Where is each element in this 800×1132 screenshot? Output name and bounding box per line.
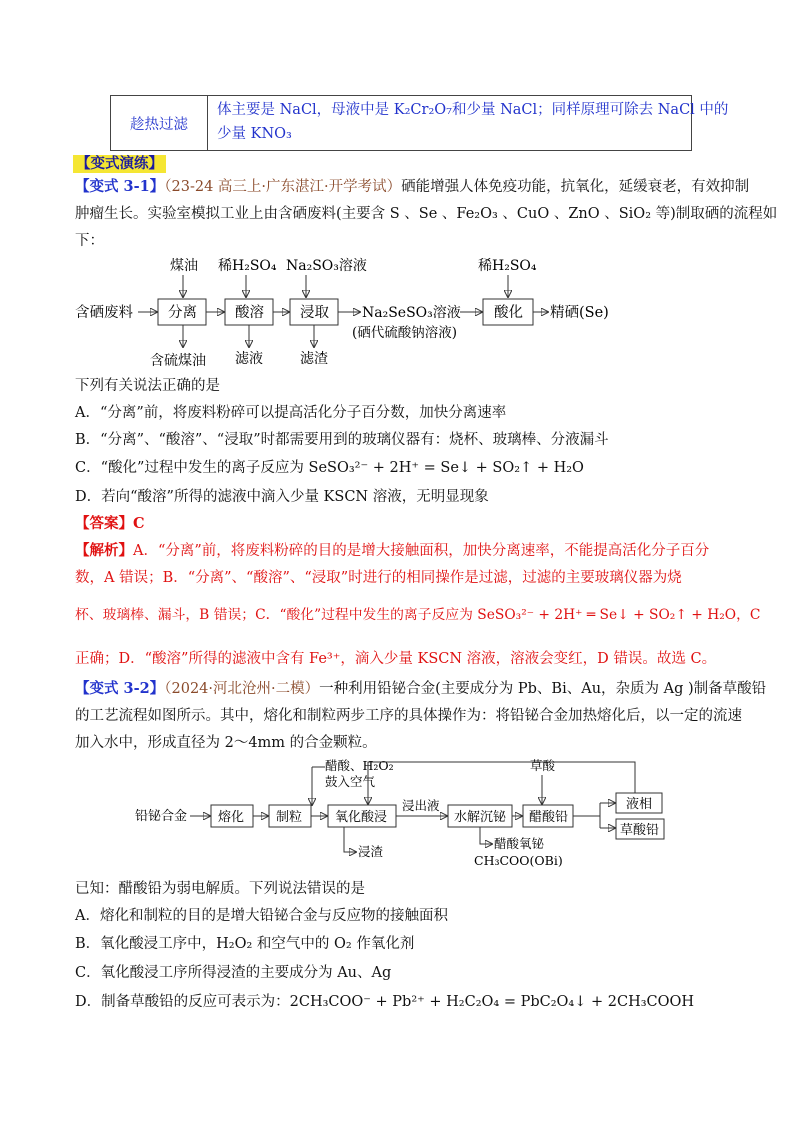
q1-option-d: D．若向“酸溶”所得的滤液中滴入少量 KSCN 溶液，无明显现象 [75, 489, 489, 505]
q2-flow-leach: 浸出液 [402, 798, 440, 813]
q2-flow-reagent-3: 草酸 [530, 758, 556, 773]
q2-stem-line-1: 【变式 3-2】（2024·河北沧州·二模）一种利用铅铋合金(主要成分为 Pb、Bi、Au，杂质为 Ag )制备草酸铅 [75, 680, 767, 697]
q1-flow-input-1: 煤油 [170, 258, 198, 274]
section-badge: 【变式演练】 [73, 152, 166, 173]
svg-text:熔化: 熔化 [218, 810, 245, 825]
q2-known: 已知：醋酸铅为弱电解质。下列说法错误的是 [75, 881, 365, 897]
q2-tag: 【变式 3-2】 [75, 680, 165, 697]
q1-analysis-line-2: 数，A 错误；B．“分离”、“酸溶”、“浸取”时进行的相同操作是过滤，过滤的主要玻璃仪器为烧 [75, 570, 682, 586]
q1-answer: 【答案】C [75, 515, 145, 532]
q2-option-b: B．氧化酸浸工序中，H₂O₂ 和空气中的 O₂ 作氧化剂 [75, 936, 415, 952]
q1-analysis-line-1: 【解析】A．“分离”前，将废料粉碎的目的是增大接触面积，加快分离速率，不能提高活化分子百分 [75, 542, 710, 559]
q1-analysis-line-4: 正确；D．“酸溶”所得的滤液中含有 Fe³⁺，滴入少量 KSCN 溶液，溶液会变红，D 错误。故选 C。 [75, 651, 717, 667]
q2-flow-diagram [130, 757, 690, 875]
q1-stem-line-2: 肿瘤生长。实验室模拟工业上由含硒废料(主要含 S 、Se 、Fe₂O₃ 、CuO 、ZnO 、SiO₂ 等)制取硒的流程如 [75, 206, 778, 222]
q1-flow-out-3: 滤渣 [300, 351, 328, 367]
q1-flow-diagram [60, 255, 680, 370]
svg-text:液相: 液相 [626, 797, 653, 812]
q1-flow-mid: Na₂SeSO₃溶液 [362, 305, 461, 321]
q1-source: （23-24 高三上·广东湛江·开学考试） [164, 179, 402, 195]
q2-flow-reagent-2: 鼓入空气 [325, 774, 376, 789]
q2-flow-start: 铅铋合金 [135, 809, 188, 824]
q1-flow-input-2: 稀H₂SO₄ [218, 258, 277, 274]
q2-option-d: D．制备草酸铅的反应可表示为：2CH₃COO⁻ + Pb²⁺ + H₂C₂O₄ = PbC₂O₄↓ + 2CH₃COOH [75, 994, 695, 1010]
q1-stem-line-1: 【变式 3-1】（23-24 高三上·广东湛江·开学考试）硒能增强人体免疫功能，抗氧化，延缓衰老，有效抑制 [75, 178, 750, 195]
q2-flow-reagent-1: 醋酸、H₂O₂ [325, 758, 394, 773]
svg-text:醋酸铅: 醋酸铅 [529, 810, 569, 825]
table-row-label: 趁热过滤 [111, 96, 208, 150]
q2-flow-out-3: CH₃COO(OBi) [474, 853, 563, 868]
q2-option-a: A．熔化和制粒的目的是增大铅铋合金与反应物的接触面积 [75, 908, 448, 924]
q1-flow-out-1: 含硫煤油 [150, 353, 206, 369]
q1-stem-line-3: 下： [75, 233, 104, 249]
q1-question: 下列有关说法正确的是 [75, 378, 220, 394]
svg-text:水解沉铋: 水解沉铋 [454, 810, 507, 825]
q1-option-b: B．“分离”、“酸溶”、“浸取”时都需要用到的玻璃仪器有：烧杯、玻璃棒、分液漏斗 [75, 432, 609, 448]
svg-text:制粒: 制粒 [276, 810, 303, 825]
q1-flow-out-2: 滤液 [235, 351, 263, 367]
q2-stem-line-2: 的工艺流程如图所示。其中，熔化和制粒两步工序的具体操作为：将铅铋合金加热熔化后，以一定的流速 [75, 708, 742, 724]
svg-text:酸化: 酸化 [494, 305, 523, 321]
q2-source: （2024·河北沧州·二模） [164, 681, 320, 697]
q1-flow-input-4: 稀H₂SO₄ [478, 258, 537, 274]
svg-text:酸溶: 酸溶 [235, 305, 264, 321]
q1-option-a: A．“分离”前，将废料粉碎可以提高活化分子百分数，加快分离速率 [75, 405, 507, 421]
svg-text:氧化酸浸: 氧化酸浸 [335, 810, 388, 825]
svg-text:浸取: 浸取 [300, 305, 329, 321]
svg-text:分离: 分离 [168, 305, 197, 321]
q2-flow-out-1: 浸渣 [358, 844, 384, 859]
q1-option-c: C．“酸化”过程中发生的离子反应为 SeSO₃²⁻ + 2H⁺ = Se↓ + SO₂↑ + H₂O [75, 460, 584, 476]
q2-stem-line-3: 加入水中，形成直径为 2～4mm 的合金颗粒。 [75, 735, 377, 751]
q1-flow-mid-note: (硒代硫酸钠溶液) [352, 325, 458, 341]
q1-tag: 【变式 3-1】 [75, 178, 165, 195]
svg-text:草酸铅: 草酸铅 [620, 823, 660, 838]
q2-option-c: C．氧化酸浸工序所得浸渣的主要成分为 Au、Ag [75, 965, 392, 981]
q2-flow-out-2: 醋酸氧铋 [494, 836, 545, 851]
q1-flow-start: 含硒废料 [75, 305, 133, 321]
q1-flow-end: 精硒(Se) [550, 305, 609, 321]
q1-flow-input-3: Na₂SO₃溶液 [286, 258, 367, 274]
q1-analysis-line-3: 杯、玻璃棒、漏斗，B 错误；C．“酸化”过程中发生的离子反应为 SeSO₃²⁻ + 2H⁺ ═ Se↓ + SO₂↑ + H₂O，C [75, 607, 761, 623]
table-row-text: 体主要是 NaCl，母液中是 K₂Cr₂O₇和少量 NaCl；同样原理可除去 NaCl 中的 少量 KNO₃ [217, 102, 729, 142]
method-table [110, 95, 729, 151]
